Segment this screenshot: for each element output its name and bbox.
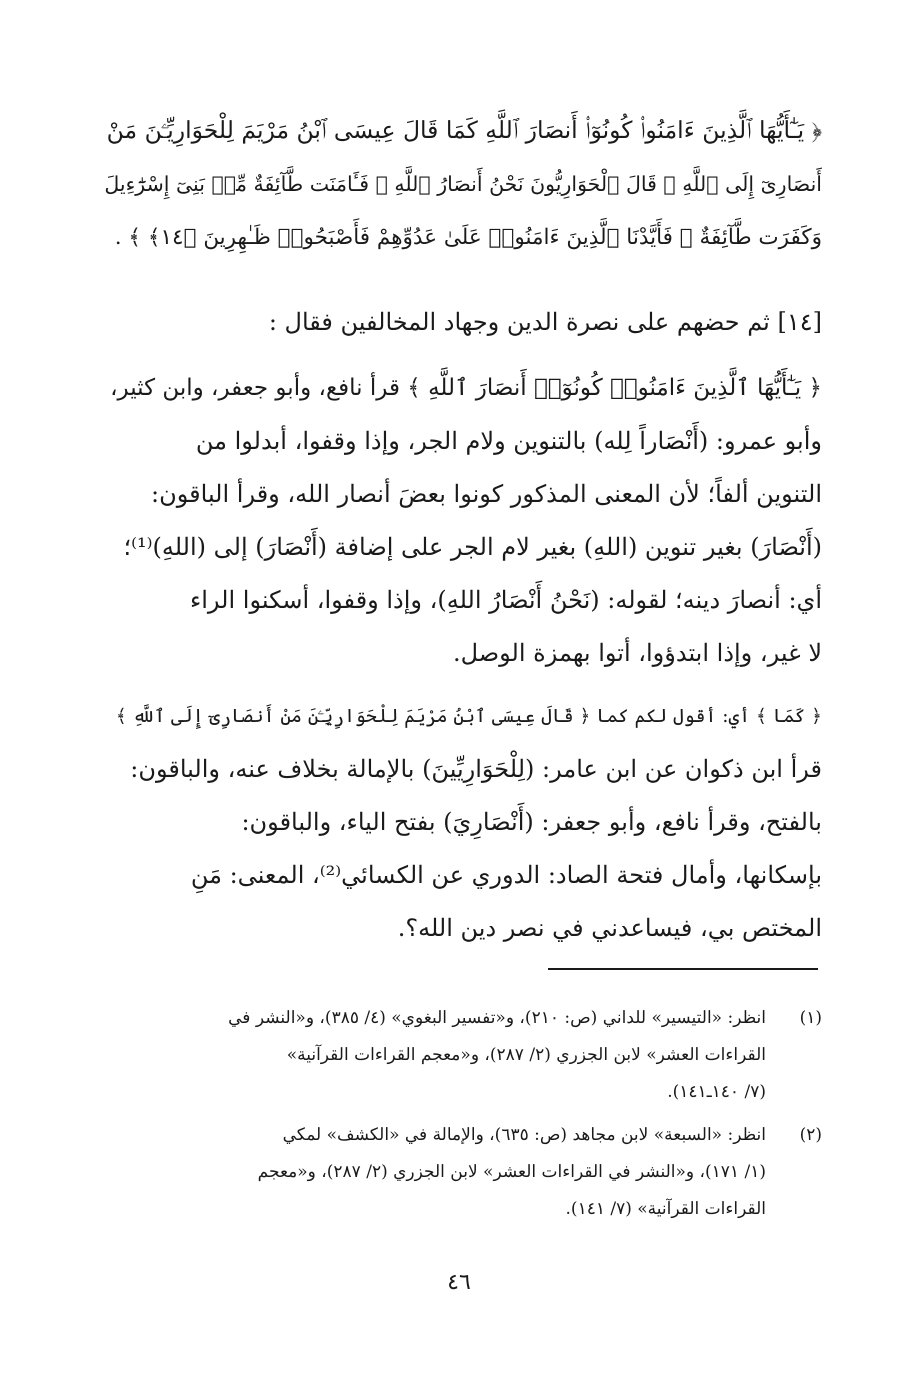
footnote-line: انظر: «التيسير» للداني (ص: ٢١٠)، و«تفسير البغوي» (٤/ ٣٨٥)، و«النشر في <box>228 1008 766 1028</box>
footnote-line: (٧/ ١٤٠ـ١٤١). <box>667 1082 766 1102</box>
commentary-line: أي: أنصارَ دينه؛ لقوله: (نَحْنُ أَنْصَارُ اللهِ)، وإذا وقفوا، أسكنوا الراء <box>189 586 822 614</box>
footnote-line: القراءات القرآنية» (٧/ ١٤١). <box>565 1199 766 1219</box>
verse-line: أَنصَارِىٓ إِلَى ٱللَّهِ ۖ قَالَ ٱلْحَوَارِيُّونَ نَحْنُ أَنصَارُ ٱللَّهِ ۖ فَـَٔامَنَت طَّآئِفَةٌ مِّنۢ بَنِىٓ إِسْرَٰٓءِيلَ <box>104 172 822 196</box>
commentary-line: ﴿ يَـٰٓأَيُّهَا ٱلَّذِينَ ءَامَنُوا۟ كُونُوٓا۟ أَنصَارَ ٱللَّهِ ﴾ قرأ نافع، وأبو جعفر، وابن كثير، <box>110 375 822 401</box>
commentary-line: التنوين ألفاً؛ لأن المعنى المذكور كونوا بعضَ أنصار الله، وقرأ الباقون: <box>151 480 822 508</box>
footnotes <box>100 1000 822 1234</box>
footnote-text <box>100 1000 766 1111</box>
section-heading-line: [١٤] ثم حضهم على نصرة الدين وجهاد المخالفين فقال : <box>268 308 822 336</box>
commentary-line: بإسكانها، وأمال فتحة الصاد: الدوري عن الكسائي⁽²⁾، المعنى: مَنِ <box>190 861 822 889</box>
footnote-separator <box>548 968 818 970</box>
commentary-line: المختص بي، فيساعدني في نصر دين الله؟. <box>397 914 822 942</box>
commentary-line: (أَنْصَارَ) بغير تنوين (اللهِ) بغير لام الجر على إضافة (أَنْصَارَ) إلى (اللهِ)⁽¹⁾؛ <box>123 533 822 561</box>
footnote-number: (٢) <box>799 1125 822 1145</box>
footnote-text <box>100 1117 766 1228</box>
commentary-line: لا غير، وإذا ابتدؤوا، أتوا بهمزة الوصل. <box>452 639 822 667</box>
commentary-line: بالفتح، وقرأ نافع، وأبو جعفر: (أَنْصَارِيَ) بفتح الياء، والباقون: <box>241 808 822 836</box>
section-heading-14 <box>100 296 822 349</box>
commentary-paragraph-1 <box>100 362 822 680</box>
footnote-1 <box>100 1000 822 1111</box>
page-number: ٤٦ <box>447 1270 471 1295</box>
verse-line: وَكَفَرَت طَّآئِفَةٌ ۖ فَأَيَّدْنَا ٱلَّذِينَ ءَامَنُوا۟ عَلَىٰ عَدُوِّهِمْ فَأَصْبَحُوا۟ ظَـٰهِرِينَ ﴿١٤﴾ ﴾ . <box>114 225 822 250</box>
commentary-line: قرأ ابن ذكوان عن ابن عامر: (لِلْحَوَارِيِّينَ) بالإمالة بخلاف عنه، والباقون: <box>130 755 822 783</box>
quran-verse-block <box>100 103 822 265</box>
verse-line: ﴿ يَـٰٓأَيُّهَا ٱلَّذِينَ ءَامَنُوا۟ كُونُوٓا۟ أَنصَارَ ٱللَّهِ كَمَا قَالَ عِيسَى ٱبْنُ مَرْيَمَ لِلْحَوَارِيِّـۧنَ مَنْ <box>106 116 822 144</box>
footnote-line: (١/ ١٧١)، و«النشر في القراءات العشر» لابن الجزري (٢/ ٢٨٧)، و«معجم <box>257 1162 766 1182</box>
commentary-line: وأبو عمرو: (أَنْصَاراً لِله) بالتنوين ولام الجر، وإذا وقفوا، أبدلوا من <box>195 427 822 455</box>
commentary-paragraph-2 <box>100 690 822 955</box>
footnote-line: انظر: «السبعة» لابن مجاهد (ص: ٦٣٥)، والإمالة في «الكشف» لمكي <box>282 1125 766 1145</box>
footnote-2 <box>100 1117 822 1228</box>
footnote-line: القراءات العشر» لابن الجزري (٢/ ٢٨٧)، و«معجم القراءات القرآنية» <box>286 1045 766 1065</box>
footnote-number: (١) <box>799 1008 822 1028</box>
commentary-line: ﴿ كَمَا ﴾ أي: أقول لكم كما ﴿ قَالَ عِيسَى ٱبْنُ مَرْيَمَ لِلْحَوَارِيِّـۧنَ مَنْ أَنصَارِىٓ إِلَى ٱللَّهِ ﴾ <box>115 706 822 727</box>
